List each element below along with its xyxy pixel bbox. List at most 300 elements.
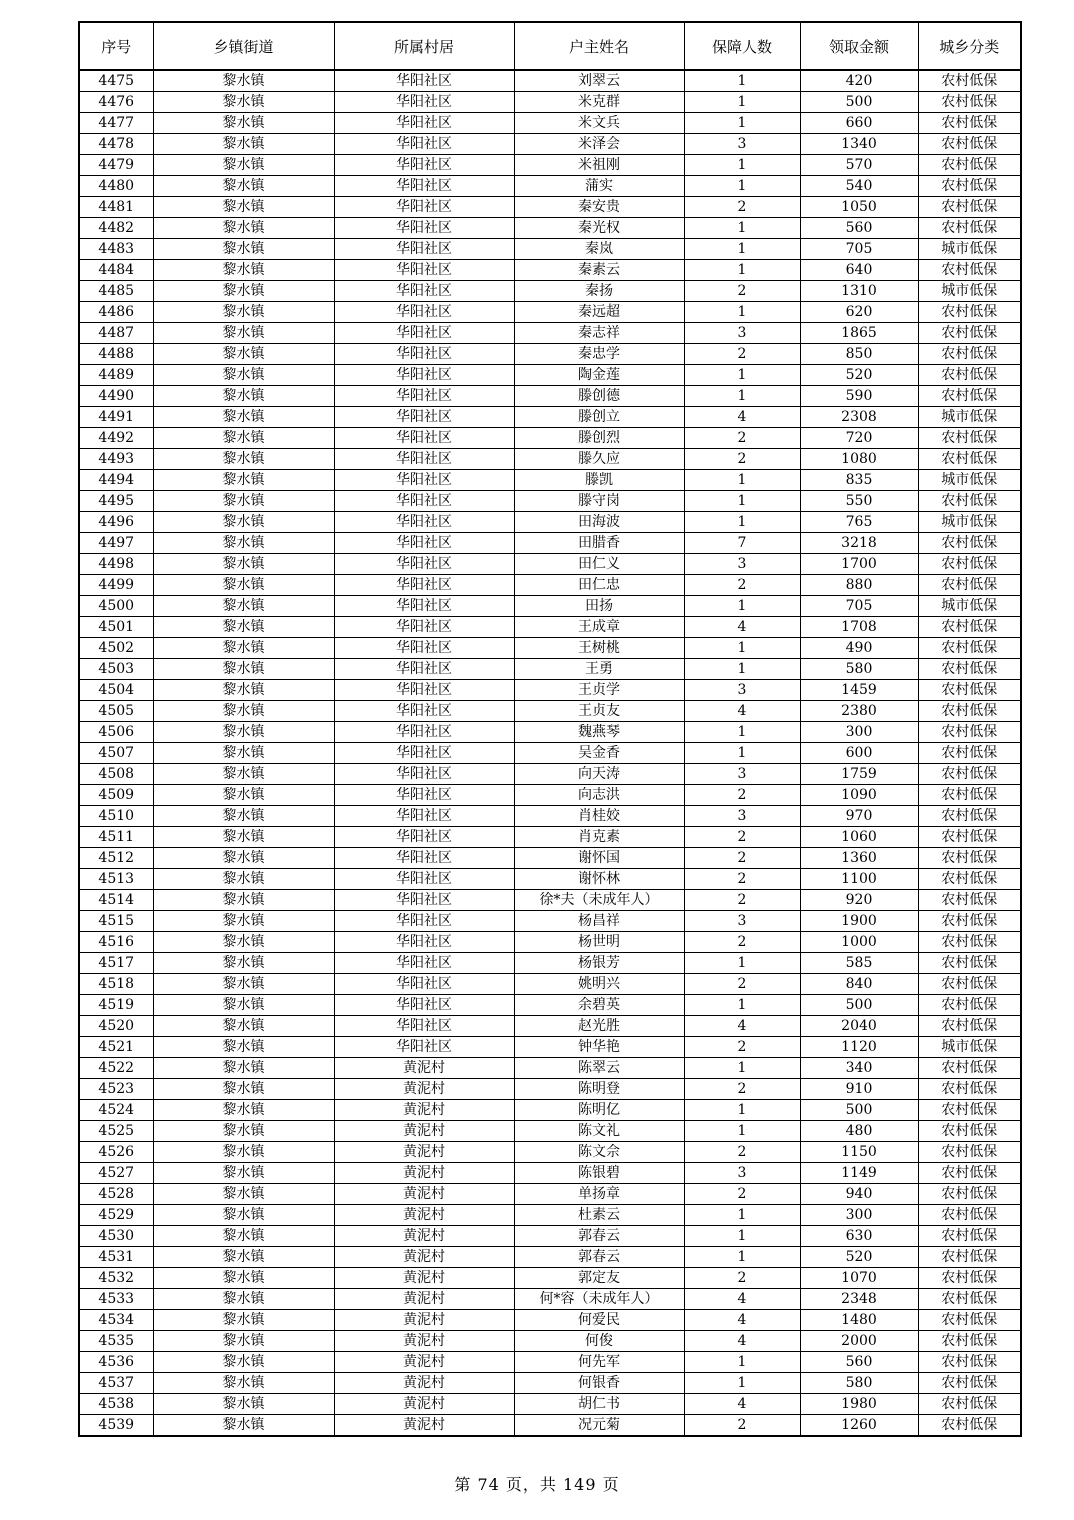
cell-persons: 1: [684, 239, 800, 260]
cell-index: 4484: [79, 260, 153, 281]
cell-village: 黄泥村: [334, 1394, 514, 1415]
cell-index: 4482: [79, 218, 153, 239]
cell-index: 4523: [79, 1079, 153, 1100]
cell-index: 4508: [79, 764, 153, 785]
cell-householder: 余碧英: [514, 995, 684, 1016]
cell-category: 农村低保: [918, 953, 1021, 974]
cell-index: 4526: [79, 1142, 153, 1163]
cell-index: 4525: [79, 1121, 153, 1142]
cell-category: 农村低保: [918, 218, 1021, 239]
header-persons: 保障人数: [684, 22, 800, 70]
cell-amount: 590: [800, 386, 918, 407]
cell-amount: 940: [800, 1184, 918, 1205]
cell-householder: 陈翠云: [514, 1058, 684, 1079]
cell-persons: 1: [684, 1247, 800, 1268]
cell-persons: 1: [684, 92, 800, 113]
page-footer: 第 74 页，共 149 页: [454, 1475, 620, 1494]
cell-category: 农村低保: [918, 302, 1021, 323]
cell-amount: 2040: [800, 1016, 918, 1037]
cell-amount: 2348: [800, 1289, 918, 1310]
cell-index: 4501: [79, 617, 153, 638]
cell-category: 农村低保: [918, 995, 1021, 1016]
header-category: 城乡分类: [918, 22, 1021, 70]
cell-village: 华阳社区: [334, 407, 514, 428]
table-row: [79, 911, 1021, 932]
cell-householder: 米克群: [514, 92, 684, 113]
cell-town: 黎水镇: [153, 281, 334, 302]
cell-householder: 王贞学: [514, 680, 684, 701]
cell-persons: 1: [684, 260, 800, 281]
cell-persons: 1: [684, 1205, 800, 1226]
table-row: [79, 701, 1021, 722]
table-row: [79, 1310, 1021, 1331]
cell-amount: 630: [800, 1226, 918, 1247]
cell-village: 华阳社区: [334, 680, 514, 701]
cell-amount: 585: [800, 953, 918, 974]
cell-persons: 3: [684, 911, 800, 932]
table-row: [79, 512, 1021, 533]
cell-town: 黎水镇: [153, 1331, 334, 1352]
cell-town: 黎水镇: [153, 239, 334, 260]
cell-town: 黎水镇: [153, 575, 334, 596]
cell-persons: 2: [684, 1268, 800, 1289]
cell-village: 华阳社区: [334, 512, 514, 533]
cell-village: 华阳社区: [334, 470, 514, 491]
cell-householder: 秦扬: [514, 281, 684, 302]
cell-category: 农村低保: [918, 1079, 1021, 1100]
cell-amount: 3218: [800, 533, 918, 554]
cell-village: 黄泥村: [334, 1226, 514, 1247]
cell-category: 农村低保: [918, 1394, 1021, 1415]
table-row: [79, 1163, 1021, 1184]
cell-index: 4499: [79, 575, 153, 596]
cell-town: 黎水镇: [153, 827, 334, 848]
cell-index: 4529: [79, 1205, 153, 1226]
cell-persons: 3: [684, 764, 800, 785]
cell-index: 4498: [79, 554, 153, 575]
table-row: [79, 575, 1021, 596]
cell-category: 农村低保: [918, 974, 1021, 995]
cell-persons: 1: [684, 1058, 800, 1079]
cell-amount: 500: [800, 1100, 918, 1121]
cell-persons: 2: [684, 575, 800, 596]
cell-householder: 滕创烈: [514, 428, 684, 449]
cell-town: 黎水镇: [153, 533, 334, 554]
cell-householder: 滕守岗: [514, 491, 684, 512]
cell-index: 4503: [79, 659, 153, 680]
cell-town: 黎水镇: [153, 701, 334, 722]
cell-category: 农村低保: [918, 1373, 1021, 1394]
table-row: [79, 218, 1021, 239]
cell-index: 4485: [79, 281, 153, 302]
cell-amount: 1090: [800, 785, 918, 806]
cell-householder: 陈明登: [514, 1079, 684, 1100]
cell-amount: 1149: [800, 1163, 918, 1184]
cell-persons: 3: [684, 806, 800, 827]
cell-village: 华阳社区: [334, 638, 514, 659]
table-row: [79, 743, 1021, 764]
cell-householder: 何俊: [514, 1331, 684, 1352]
cell-householder: 田仁义: [514, 554, 684, 575]
table-body: [79, 70, 1021, 1436]
cell-town: 黎水镇: [153, 386, 334, 407]
cell-category: 农村低保: [918, 1247, 1021, 1268]
cell-village: 黄泥村: [334, 1121, 514, 1142]
cell-amount: 1480: [800, 1310, 918, 1331]
table-row: [79, 722, 1021, 743]
cell-index: 4517: [79, 953, 153, 974]
cell-village: 华阳社区: [334, 617, 514, 638]
table-row: [79, 596, 1021, 617]
cell-category: 农村低保: [918, 1331, 1021, 1352]
cell-village: 华阳社区: [334, 953, 514, 974]
cell-index: 4506: [79, 722, 153, 743]
cell-category: 农村低保: [918, 1352, 1021, 1373]
cell-category: 城市低保: [918, 512, 1021, 533]
cell-index: 4479: [79, 155, 153, 176]
cell-amount: 2380: [800, 701, 918, 722]
cell-village: 华阳社区: [334, 92, 514, 113]
cell-town: 黎水镇: [153, 1373, 334, 1394]
cell-village: 华阳社区: [334, 722, 514, 743]
cell-householder: 米文兵: [514, 113, 684, 134]
cell-village: 华阳社区: [334, 701, 514, 722]
cell-village: 华阳社区: [334, 134, 514, 155]
cell-householder: 钟华艳: [514, 1037, 684, 1058]
cell-category: 城市低保: [918, 470, 1021, 491]
table-row: [79, 344, 1021, 365]
cell-category: 农村低保: [918, 659, 1021, 680]
cell-town: 黎水镇: [153, 617, 334, 638]
cell-category: 农村低保: [918, 785, 1021, 806]
table-row: [79, 1415, 1021, 1437]
cell-town: 黎水镇: [153, 974, 334, 995]
cell-index: 4504: [79, 680, 153, 701]
cell-town: 黎水镇: [153, 113, 334, 134]
cell-amount: 540: [800, 176, 918, 197]
cell-householder: 杨银芳: [514, 953, 684, 974]
cell-town: 黎水镇: [153, 890, 334, 911]
cell-village: 华阳社区: [334, 911, 514, 932]
cell-village: 黄泥村: [334, 1289, 514, 1310]
cell-amount: 560: [800, 1352, 918, 1373]
cell-index: 4492: [79, 428, 153, 449]
cell-town: 黎水镇: [153, 155, 334, 176]
cell-category: 农村低保: [918, 197, 1021, 218]
cell-amount: 1759: [800, 764, 918, 785]
cell-amount: 640: [800, 260, 918, 281]
cell-householder: 向天涛: [514, 764, 684, 785]
cell-householder: 谢怀国: [514, 848, 684, 869]
cell-category: 城市低保: [918, 239, 1021, 260]
cell-amount: 1865: [800, 323, 918, 344]
cell-householder: 胡仁书: [514, 1394, 684, 1415]
cell-persons: 1: [684, 470, 800, 491]
cell-amount: 720: [800, 428, 918, 449]
cell-category: 农村低保: [918, 155, 1021, 176]
cell-town: 黎水镇: [153, 1016, 334, 1037]
table-row: [79, 176, 1021, 197]
cell-householder: 米泽会: [514, 134, 684, 155]
table-row: [79, 764, 1021, 785]
table-row: [79, 1205, 1021, 1226]
cell-amount: 880: [800, 575, 918, 596]
cell-householder: 郭定友: [514, 1268, 684, 1289]
table-row: [79, 869, 1021, 890]
cell-index: 4491: [79, 407, 153, 428]
cell-village: 华阳社区: [334, 323, 514, 344]
table-row: [79, 302, 1021, 323]
cell-category: 农村低保: [918, 1268, 1021, 1289]
cell-village: 华阳社区: [334, 344, 514, 365]
cell-persons: 1: [684, 70, 800, 92]
cell-village: 黄泥村: [334, 1142, 514, 1163]
table-row: [79, 1184, 1021, 1205]
cell-index: 4522: [79, 1058, 153, 1079]
cell-index: 4478: [79, 134, 153, 155]
cell-village: 黄泥村: [334, 1163, 514, 1184]
cell-persons: 4: [684, 1310, 800, 1331]
cell-category: 农村低保: [918, 260, 1021, 281]
cell-category: 农村低保: [918, 1184, 1021, 1205]
cell-category: 城市低保: [918, 281, 1021, 302]
cell-town: 黎水镇: [153, 932, 334, 953]
cell-index: 4477: [79, 113, 153, 134]
cell-householder: 滕创立: [514, 407, 684, 428]
cell-amount: 705: [800, 239, 918, 260]
table-row: [79, 260, 1021, 281]
cell-town: 黎水镇: [153, 470, 334, 491]
cell-category: 农村低保: [918, 701, 1021, 722]
cell-householder: 杨昌祥: [514, 911, 684, 932]
cell-category: 农村低保: [918, 449, 1021, 470]
cell-category: 农村低保: [918, 911, 1021, 932]
cell-amount: 500: [800, 995, 918, 1016]
cell-amount: 850: [800, 344, 918, 365]
cell-amount: 1080: [800, 449, 918, 470]
cell-town: 黎水镇: [153, 176, 334, 197]
cell-persons: 1: [684, 1226, 800, 1247]
cell-category: 农村低保: [918, 869, 1021, 890]
cell-index: 4493: [79, 449, 153, 470]
table-row: [79, 134, 1021, 155]
cell-persons: 1: [684, 155, 800, 176]
cell-persons: 2: [684, 848, 800, 869]
cell-householder: 况元菊: [514, 1415, 684, 1437]
cell-persons: 2: [684, 1037, 800, 1058]
cell-amount: 600: [800, 743, 918, 764]
cell-index: 4512: [79, 848, 153, 869]
cell-town: 黎水镇: [153, 1415, 334, 1437]
cell-index: 4521: [79, 1037, 153, 1058]
table-row: [79, 386, 1021, 407]
cell-index: 4514: [79, 890, 153, 911]
cell-index: 4538: [79, 1394, 153, 1415]
cell-persons: 2: [684, 890, 800, 911]
cell-village: 黄泥村: [334, 1058, 514, 1079]
cell-householder: 秦安贵: [514, 197, 684, 218]
cell-village: 华阳社区: [334, 302, 514, 323]
cell-town: 黎水镇: [153, 1184, 334, 1205]
cell-village: 华阳社区: [334, 491, 514, 512]
table-row: [79, 1226, 1021, 1247]
cell-category: 农村低保: [918, 1310, 1021, 1331]
cell-householder: 杨世明: [514, 932, 684, 953]
cell-index: 4533: [79, 1289, 153, 1310]
cell-index: 4509: [79, 785, 153, 806]
cell-amount: 500: [800, 92, 918, 113]
cell-householder: 姚明兴: [514, 974, 684, 995]
cell-householder: 何*容（未成年人）: [514, 1289, 684, 1310]
cell-amount: 520: [800, 365, 918, 386]
cell-village: 华阳社区: [334, 176, 514, 197]
cell-amount: 570: [800, 155, 918, 176]
cell-town: 黎水镇: [153, 92, 334, 113]
cell-index: 4515: [79, 911, 153, 932]
cell-town: 黎水镇: [153, 1226, 334, 1247]
cell-index: 4516: [79, 932, 153, 953]
cell-category: 农村低保: [918, 1100, 1021, 1121]
cell-amount: 970: [800, 806, 918, 827]
header-village: 所属村居: [334, 22, 514, 70]
cell-category: 农村低保: [918, 848, 1021, 869]
cell-householder: 秦素云: [514, 260, 684, 281]
cell-persons: 1: [684, 743, 800, 764]
cell-persons: 2: [684, 785, 800, 806]
cell-index: 4513: [79, 869, 153, 890]
cell-town: 黎水镇: [153, 197, 334, 218]
cell-index: 4483: [79, 239, 153, 260]
cell-town: 黎水镇: [153, 848, 334, 869]
cell-village: 黄泥村: [334, 1184, 514, 1205]
cell-persons: 4: [684, 1394, 800, 1415]
cell-householder: 王树桃: [514, 638, 684, 659]
cell-town: 黎水镇: [153, 365, 334, 386]
table-row: [79, 659, 1021, 680]
cell-town: 黎水镇: [153, 344, 334, 365]
cell-householder: 郭春云: [514, 1226, 684, 1247]
table-row: [79, 491, 1021, 512]
cell-householder: 陈银碧: [514, 1163, 684, 1184]
cell-householder: 向志洪: [514, 785, 684, 806]
cell-amount: 2308: [800, 407, 918, 428]
cell-town: 黎水镇: [153, 1163, 334, 1184]
cell-householder: 田腊香: [514, 533, 684, 554]
table-row: [79, 1016, 1021, 1037]
cell-persons: 3: [684, 323, 800, 344]
cell-index: 4510: [79, 806, 153, 827]
cell-index: 4490: [79, 386, 153, 407]
cell-index: 4475: [79, 70, 153, 92]
cell-persons: 3: [684, 554, 800, 575]
cell-index: 4486: [79, 302, 153, 323]
cell-town: 黎水镇: [153, 638, 334, 659]
cell-persons: 1: [684, 176, 800, 197]
cell-persons: 1: [684, 722, 800, 743]
cell-persons: 2: [684, 1184, 800, 1205]
cell-index: 4537: [79, 1373, 153, 1394]
cell-persons: 1: [684, 218, 800, 239]
table-row: [79, 680, 1021, 701]
cell-persons: 1: [684, 638, 800, 659]
cell-village: 华阳社区: [334, 890, 514, 911]
cell-category: 农村低保: [918, 92, 1021, 113]
cell-persons: 1: [684, 512, 800, 533]
cell-category: 城市低保: [918, 596, 1021, 617]
cell-town: 黎水镇: [153, 743, 334, 764]
cell-index: 4532: [79, 1268, 153, 1289]
cell-persons: 4: [684, 617, 800, 638]
cell-householder: 王成章: [514, 617, 684, 638]
table-row: [79, 323, 1021, 344]
table-row: [79, 806, 1021, 827]
cell-persons: 2: [684, 827, 800, 848]
cell-amount: 580: [800, 1373, 918, 1394]
cell-amount: 660: [800, 113, 918, 134]
cell-town: 黎水镇: [153, 428, 334, 449]
cell-householder: 郭春云: [514, 1247, 684, 1268]
cell-persons: 1: [684, 995, 800, 1016]
cell-village: 华阳社区: [334, 239, 514, 260]
cell-category: 农村低保: [918, 386, 1021, 407]
cell-index: 4534: [79, 1310, 153, 1331]
cell-householder: 陈明亿: [514, 1100, 684, 1121]
table-row: [79, 554, 1021, 575]
cell-village: 华阳社区: [334, 260, 514, 281]
cell-town: 黎水镇: [153, 70, 334, 92]
cell-village: 华阳社区: [334, 596, 514, 617]
cell-village: 华阳社区: [334, 281, 514, 302]
cell-persons: 2: [684, 869, 800, 890]
cell-householder: 陈文佘: [514, 1142, 684, 1163]
cell-householder: 徐*夫（未成年人）: [514, 890, 684, 911]
cell-village: 华阳社区: [334, 806, 514, 827]
cell-amount: 1708: [800, 617, 918, 638]
cell-persons: 7: [684, 533, 800, 554]
cell-householder: 田海波: [514, 512, 684, 533]
cell-amount: 520: [800, 1247, 918, 1268]
cell-amount: 420: [800, 70, 918, 92]
cell-town: 黎水镇: [153, 1310, 334, 1331]
cell-town: 黎水镇: [153, 1394, 334, 1415]
cell-index: 4518: [79, 974, 153, 995]
cell-persons: 1: [684, 1100, 800, 1121]
cell-village: 华阳社区: [334, 995, 514, 1016]
table-row: [79, 113, 1021, 134]
table-row: [79, 281, 1021, 302]
cell-category: 农村低保: [918, 575, 1021, 596]
cell-town: 黎水镇: [153, 134, 334, 155]
table-row: [79, 1289, 1021, 1310]
cell-category: 农村低保: [918, 764, 1021, 785]
cell-persons: 1: [684, 1373, 800, 1394]
cell-village: 华阳社区: [334, 155, 514, 176]
header-town: 乡镇街道: [153, 22, 334, 70]
cell-town: 黎水镇: [153, 995, 334, 1016]
cell-index: 4511: [79, 827, 153, 848]
cell-householder: 何先军: [514, 1352, 684, 1373]
table-row: [79, 638, 1021, 659]
cell-persons: 3: [684, 134, 800, 155]
cell-householder: 秦岚: [514, 239, 684, 260]
table-row: [79, 449, 1021, 470]
cell-persons: 1: [684, 596, 800, 617]
table-row: [79, 407, 1021, 428]
cell-amount: 1900: [800, 911, 918, 932]
cell-amount: 1100: [800, 869, 918, 890]
cell-town: 黎水镇: [153, 785, 334, 806]
table-row: [79, 1268, 1021, 1289]
